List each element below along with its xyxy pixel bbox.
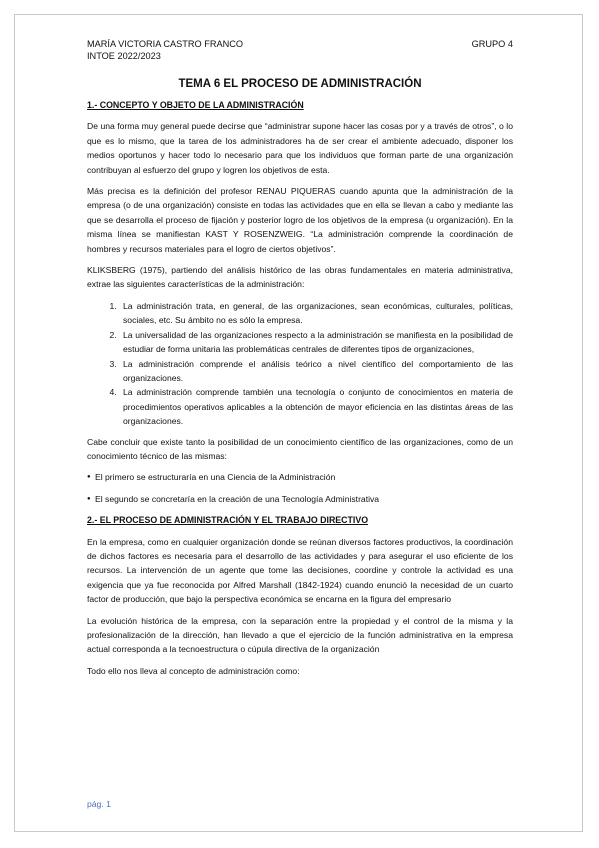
section-2-heading: 2.- EL PROCESO DE ADMINISTRACIÓN Y EL TRABAJO DIRECTIVO [87,515,369,526]
list-item: 3. La administración comprende el análisis teórico a nivel científico del comportamiento de las organizaciones. [119,357,513,386]
characteristics-list [87,299,513,429]
paragraph: KLIKSBERG (1975), partiendo del análisis histórico de las obras fundamentales en materia administrativa, extrae las siguientes características de la administración: [87,265,513,290]
paragraph: Todo ello nos lleva al concepto de administración como: [87,665,300,676]
document-body [87,98,513,685]
group-label: GRUPO 4 [471,39,513,49]
course-label: INTOE 2022/2023 [87,51,161,61]
bullet-list [87,470,513,506]
paragraph: En la empresa, como en cualquier organización donde se reúnan diversos factores productivos, la coordinación de dichos factores es necesaria para el desarrollo de las actividades y para asegurar el uso eficiente de los recursos. La intervención de un agente que tome las decisiones, coordine y controle la actividad es una exigencia que ya fue reconocida por Alfred Marshall (1842-1924) cuando enunció la necesidad de un cuarto factor de producción, que bajo la perspectiva económica se encarna en la figura del empresario [87,536,513,605]
paragraph: Cabe concluir que existe tanto la posibilidad de un conocimiento científico de las organizaciones, como de un conocimiento técnico de las mismas: [87,436,513,461]
author-name: MARÍA VICTORIA CASTRO FRANCO [87,39,244,49]
paragraph: De una forma muy general puede decirse que “administrar supone hacer las cosas por y a través de otros”, o lo que es lo mismo, que la tarea de los administradores ha de ser crear el ambiente adecuado, disponer los medios oportunos y hacer todo lo necesario para que los individuos que forman parte de una organización contribuyan al esfuerzo del grupo y logren los objetivos de esta. [87,121,513,175]
bullet-item: ● El segundo se concretaría en la creación de una Tecnología Administrativa [87,492,513,506]
list-item: 2. La universalidad de las organizaciones respecto a la administración se manifiesta en la posibilidad de estudiar de forma unitaria las problemáticas centrales de diferentes tipos de organizaciones, [119,328,513,357]
section-1-heading: 1.- CONCEPTO Y OBJETO DE LA ADMINISTRACIÓN [87,100,304,110]
list-item: 4. La administración comprende también una tecnología o conjunto de conocimientos en materia de procedimientos operativos aplicables a la obtención de mayor eficiencia en las distintas áreas de las organizaciones. [119,385,513,428]
page-number: pág. 1 [87,799,111,809]
bullet-item: ● El primero se estructuraría en una Ciencia de la Administración [87,470,513,484]
document-title: TEMA 6 EL PROCESO DE ADMINISTRACIÓN [178,78,422,90]
paragraph: Más precisa es la definición del profesor RENAU PIQUERAS cuando apunta que la administración de la empresa (o de una organización) consiste en todas las actividades que en ella se llevan a cabo y mediante las que se desarrolla el proceso de fijación y posterior logro de los objetivos de la empresa (u organización). En la misma línea se manifiestan KAST Y ROSENZWEIG. “La administración comprende la coordinación de hombres y recursos materiales para el logro de ciertos objetivos”. [87,186,513,254]
paragraph: La evolución histórica de la empresa, con la separación entre la propiedad y el control de la misma y la profesionalización de la dirección, han llevado a que el ejercicio de la función administrativa en la empresa actual corresponda a la tecnoestructura o cúpula directiva de la organización [87,615,513,655]
page-header [87,38,513,62]
list-item: 1. La administración trata, en general, de las organizaciones, sean económicas, culturales, políticas, sociales, etc. Su ámbito no es sólo la empresa. [119,299,513,328]
